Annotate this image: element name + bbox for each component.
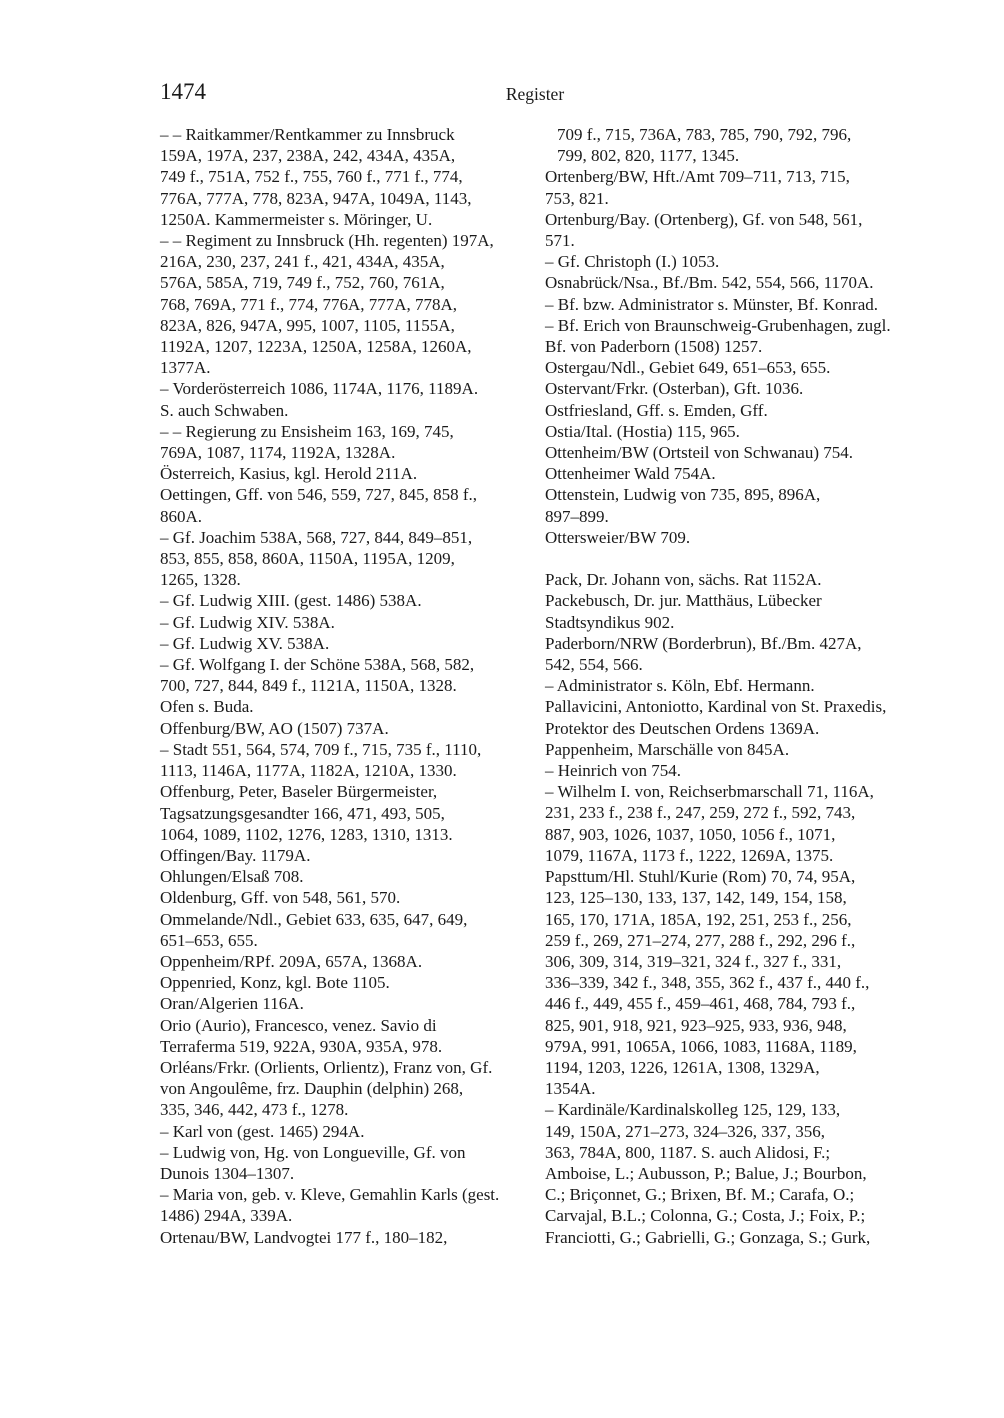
index-entry-line: – Maria von, geb. v. Kleve, Gemahlin Karls (gest. bbox=[160, 1185, 500, 1205]
index-entry-line: – Karl von (gest. 1465) 294A. bbox=[160, 1121, 365, 1141]
index-entry-line: 1265, 1328. bbox=[160, 570, 241, 590]
index-entry-line: – Bf. bzw. Administrator s. Münster, Bf. Konrad. bbox=[545, 294, 878, 314]
index-entry bbox=[545, 357, 915, 378]
index-entry-line: Pappenheim, Marschälle von 845A. bbox=[545, 739, 790, 759]
index-entry-line: S. auch Schwaben. bbox=[160, 400, 289, 420]
index-entry-line: 1079, 1167A, 1173 f., 1222, 1269A, 1375. bbox=[545, 845, 834, 865]
index-entry bbox=[160, 718, 528, 739]
index-entry-line: 769A, 1087, 1174, 1192A, 1328A. bbox=[160, 443, 396, 463]
index-entry-line: 897–899. bbox=[545, 506, 609, 526]
index-entry bbox=[545, 633, 915, 675]
index-entry-line: – Ludwig von, Hg. von Longueville, Gf. von bbox=[160, 1142, 466, 1162]
index-entry-line: Ostia/Ital. (Hostia) 115, 965. bbox=[545, 421, 740, 441]
index-entry bbox=[545, 421, 915, 442]
index-column-left bbox=[160, 124, 528, 1248]
index-entry-line: Ottenheimer Wald 754A. bbox=[545, 464, 716, 484]
index-entry bbox=[160, 993, 528, 1014]
index-entry-line: – Gf. Joachim 538A, 568, 727, 844, 849–851, bbox=[160, 527, 473, 547]
index-entry-line: Tagsatzungsgesandter 166, 471, 493, 505, bbox=[160, 803, 445, 823]
index-entry-line: 571. bbox=[545, 231, 575, 251]
index-entry-line: 1377A. bbox=[160, 358, 211, 378]
index-entry bbox=[545, 1099, 915, 1247]
index-entry-line: 306, 309, 314, 319–321, 324 f., 327 f., 331, bbox=[545, 951, 842, 971]
index-entry-line: Ofen s. Buda. bbox=[160, 697, 254, 717]
index-entry-line: Bf. von Paderborn (1508) 1257. bbox=[545, 337, 763, 357]
index-entry-line: – Administrator s. Köln, Ebf. Hermann. bbox=[545, 676, 815, 696]
index-entry-line: Offenburg/BW, AO (1507) 737A. bbox=[160, 718, 389, 738]
index-entry-line: Orio (Aurio), Francesco, venez. Savio di bbox=[160, 1015, 437, 1035]
index-entry-line: 216A, 230, 237, 241 f., 421, 434A, 435A, bbox=[160, 252, 445, 272]
index-entry-line: 1064, 1089, 1102, 1276, 1283, 1310, 1313. bbox=[160, 824, 453, 844]
index-entry-line: – Stadt 551, 564, 574, 709 f., 715, 735 f., 1110, bbox=[160, 739, 482, 759]
index-entry-line: Oppenried, Konz, kgl. Bote 1105. bbox=[160, 973, 390, 993]
index-entry-line: Ohlungen/Elsaß 708. bbox=[160, 867, 304, 887]
index-entry bbox=[160, 951, 528, 972]
index-entry-line: – Gf. Ludwig XIV. 538A. bbox=[160, 612, 335, 632]
index-entry-line: 446 f., 449, 455 f., 459–461, 468, 784, 793 f., bbox=[545, 994, 856, 1014]
index-entry-line: – Gf. Ludwig XV. 538A. bbox=[160, 633, 330, 653]
index-entry-line: Orléans/Frkr. (Orlients, Orlientz), Franz von, Gf. bbox=[160, 1057, 493, 1077]
index-entry-line: C.; Briçonnet, G.; Brixen, Bf. M.; Carafa, O.; bbox=[545, 1185, 855, 1205]
index-entry bbox=[160, 1121, 528, 1142]
index-entry bbox=[160, 590, 528, 611]
index-entry-line: 159A, 197A, 237, 238A, 242, 434A, 435A, bbox=[160, 146, 456, 166]
index-entry-line: 799, 802, 820, 1177, 1345. bbox=[557, 146, 740, 166]
index-entry-line: 1194, 1203, 1226, 1261A, 1308, 1329A, bbox=[545, 1057, 820, 1077]
index-entry-line: Ortenau/BW, Landvogtei 177 f., 180–182, bbox=[160, 1227, 448, 1247]
index-entry bbox=[545, 251, 915, 272]
index-entry bbox=[545, 527, 915, 548]
index-entry-line: Paderborn/NRW (Borderbrun), Bf./Bm. 427A, bbox=[545, 633, 862, 653]
index-entry bbox=[160, 484, 528, 526]
index-entry bbox=[545, 124, 915, 166]
index-entry bbox=[160, 866, 528, 887]
index-entry-line: – Heinrich von 754. bbox=[545, 761, 681, 781]
index-entry-line: Ostergau/Ndl., Gebiet 649, 651–653, 655. bbox=[545, 358, 831, 378]
index-entry-line: 1192A, 1207, 1223A, 1250A, 1258A, 1260A, bbox=[160, 337, 472, 357]
index-entry-line: Ottersweier/BW 709. bbox=[545, 527, 691, 547]
index-entry bbox=[160, 421, 528, 463]
index-entry-line: 887, 903, 1026, 1037, 1050, 1056 f., 1071, bbox=[545, 824, 836, 844]
page-number: 1474 bbox=[160, 79, 206, 104]
index-entry-line: 979A, 991, 1065A, 1066, 1083, 1168A, 1189, bbox=[545, 1036, 857, 1056]
index-entry bbox=[160, 654, 528, 696]
index-entry bbox=[545, 272, 915, 293]
index-entry-line: Stadtsyndikus 902. bbox=[545, 612, 675, 632]
index-entry bbox=[545, 760, 915, 781]
index-entry bbox=[545, 294, 915, 315]
index-entry-line: Oran/Algerien 116A. bbox=[160, 994, 304, 1014]
index-entry-line: 149, 150A, 271–273, 324–326, 337, 356, bbox=[545, 1121, 826, 1141]
index-entry bbox=[160, 1142, 528, 1184]
index-entry-line: Ortenberg/BW, Hft./Amt 709–711, 713, 715, bbox=[545, 167, 850, 187]
index-entry-line: 776A, 777A, 778, 823A, 947A, 1049A, 1143, bbox=[160, 188, 472, 208]
index-entry-line: 825, 901, 918, 921, 923–925, 933, 936, 948, bbox=[545, 1015, 847, 1035]
index-entry-line: Dunois 1304–1307. bbox=[160, 1163, 295, 1183]
index-entry bbox=[160, 972, 528, 993]
index-entry-line: Ortenburg/Bay. (Ortenberg), Gf. von 548, 561, bbox=[545, 209, 863, 229]
index-entry bbox=[160, 909, 528, 951]
index-entry bbox=[160, 230, 528, 378]
index-entry-line: Osnabrück/Nsa., Bf./Bm. 542, 554, 566, 1170A. bbox=[545, 273, 874, 293]
index-entry bbox=[160, 739, 528, 781]
index-entry-line: – Bf. Erich von Braunschweig-Grubenhagen, zugl. bbox=[545, 315, 891, 335]
index-entry bbox=[545, 696, 915, 738]
index-entry bbox=[545, 378, 915, 399]
index-entry bbox=[160, 378, 528, 420]
index-entry bbox=[545, 166, 915, 208]
index-entry-line: 700, 727, 844, 849 f., 1121A, 1150A, 1328. bbox=[160, 676, 457, 696]
index-entry bbox=[160, 124, 528, 230]
index-entry-line: – Gf. Ludwig XIII. (gest. 1486) 538A. bbox=[160, 591, 422, 611]
index-entry bbox=[545, 463, 915, 484]
index-entry bbox=[160, 845, 528, 866]
index-entry-line: 1354A. bbox=[545, 1079, 596, 1099]
index-entry-line: – – Regierung zu Ensisheim 163, 169, 745, bbox=[160, 421, 454, 441]
index-entry bbox=[545, 315, 915, 357]
index-entry-line: 335, 346, 442, 473 f., 1278. bbox=[160, 1100, 349, 1120]
index-entry-line: Terraferma 519, 922A, 930A, 935A, 978. bbox=[160, 1036, 443, 1056]
index-entry-line: Offingen/Bay. 1179A. bbox=[160, 845, 311, 865]
index-entry-line: – Gf. Wolfgang I. der Schöne 538A, 568, 582, bbox=[160, 655, 475, 675]
index-entry-line: Ostfriesland, Gff. s. Emden, Gff. bbox=[545, 400, 768, 420]
index-entry-line: Carvajal, B.L.; Colonna, G.; Costa, J.; Foix, P.; bbox=[545, 1206, 866, 1226]
index-entry bbox=[545, 209, 915, 251]
index-entry bbox=[545, 484, 915, 526]
index-entry bbox=[160, 1227, 528, 1248]
index-entry-line: 823A, 826, 947A, 995, 1007, 1105, 1155A, bbox=[160, 315, 455, 335]
index-entry-line: 165, 170, 171A, 185A, 192, 251, 253 f., 256, bbox=[545, 909, 852, 929]
index-entry bbox=[160, 463, 528, 484]
index-entry-line: Franciotti, G.; Gabrielli, G.; Gonzaga, S.; Gurk, bbox=[545, 1227, 871, 1247]
index-entry-line: 709 f., 715, 736A, 783, 785, 790, 792, 796, bbox=[557, 125, 852, 144]
index-entry-line: 1113, 1146A, 1177A, 1182A, 1210A, 1330. bbox=[160, 761, 457, 781]
index-entry-line: Pallavicini, Antoniotto, Kardinal von St. Praxedis, bbox=[545, 697, 887, 717]
index-entry-line: 853, 855, 858, 860A, 1150A, 1195A, 1209, bbox=[160, 549, 455, 569]
index-entry bbox=[545, 675, 915, 696]
index-entry bbox=[160, 1057, 528, 1121]
index-entry bbox=[545, 442, 915, 463]
index-entry-line: Packebusch, Dr. jur. Matthäus, Lübecker bbox=[545, 591, 822, 611]
section-gap bbox=[545, 548, 915, 569]
index-entry-line: 768, 769A, 771 f., 774, 776A, 777A, 778A, bbox=[160, 294, 458, 314]
index-entry bbox=[160, 1184, 528, 1226]
index-entry-line: Amboise, L.; Aubusson, P.; Balue, J.; Bourbon, bbox=[545, 1163, 867, 1183]
index-entry-line: von Angoulême, frz. Dauphin (delphin) 268, bbox=[160, 1079, 464, 1099]
index-entry-line: 363, 784A, 800, 1187. S. auch Alidosi, F.; bbox=[545, 1142, 831, 1162]
index-entry-line: 259 f., 269, 271–274, 277, 288 f., 292, 296 f., bbox=[545, 930, 856, 950]
index-entry bbox=[160, 1015, 528, 1057]
index-entry-line: – Gf. Christoph (I.) 1053. bbox=[545, 252, 720, 272]
index-column-right bbox=[545, 124, 915, 1248]
index-entry bbox=[545, 781, 915, 866]
index-entry-line: 336–339, 342 f., 348, 355, 362 f., 437 f., 440 f., bbox=[545, 973, 870, 993]
index-entry bbox=[545, 739, 915, 760]
index-entry bbox=[545, 866, 915, 1099]
index-entry bbox=[160, 633, 528, 654]
index-entry-line: 576A, 585A, 719, 749 f., 752, 760, 761A, bbox=[160, 273, 445, 293]
index-entry bbox=[160, 612, 528, 633]
index-entry-line: 1486) 294A, 339A. bbox=[160, 1206, 293, 1226]
index-entry-line: Ostervant/Frkr. (Osterban), Gft. 1036. bbox=[545, 379, 804, 399]
index-entry-line: – Kardinäle/Kardinalskolleg 125, 129, 133, bbox=[545, 1100, 841, 1120]
index-entry bbox=[160, 696, 528, 717]
index-entry bbox=[160, 527, 528, 591]
index-entry-line: Papsttum/Hl. Stuhl/Kurie (Rom) 70, 74, 95A, bbox=[545, 867, 856, 887]
index-entry-line: 749 f., 751A, 752 f., 755, 760 f., 771 f., 774, bbox=[160, 167, 463, 187]
index-entry-line: 1250A. Kammermeister s. Möringer, U. bbox=[160, 209, 433, 229]
index-entry-line: – – Raitkammer/Rentkammer zu Innsbruck bbox=[160, 125, 455, 144]
index-entry bbox=[545, 590, 915, 632]
index-entry-line: Oldenburg, Gff. von 548, 561, 570. bbox=[160, 888, 401, 908]
index-entry-line: Offenburg, Peter, Baseler Bürgermeister, bbox=[160, 782, 438, 802]
index-entry-line: – Wilhelm I. von, Reichserbmarschall 71, 116A, bbox=[545, 782, 874, 802]
index-entry-line: 123, 125–130, 133, 137, 142, 149, 154, 158, bbox=[545, 888, 847, 908]
index-entry-line: Protektor des Deutschen Ordens 1369A. bbox=[545, 718, 820, 738]
index-entry-line: 231, 233 f., 238 f., 247, 259, 272 f., 592, 743, bbox=[545, 803, 856, 823]
index-entry bbox=[160, 887, 528, 908]
index-entry-line: Oettingen, Gff. von 546, 559, 727, 845, 858 f., bbox=[160, 485, 477, 505]
running-title: Register bbox=[505, 84, 565, 104]
index-entry-line: – – Regiment zu Innsbruck (Hh. regenten) 197A, bbox=[160, 231, 494, 251]
index-entry-line: Österreich, Kasius, kgl. Herold 211A. bbox=[160, 464, 418, 484]
index-entry bbox=[545, 400, 915, 421]
index-entry-line: – Vorderösterreich 1086, 1174A, 1176, 1189A. bbox=[160, 379, 479, 399]
index-entry-line: 542, 554, 566. bbox=[545, 655, 643, 675]
index-entry-line: Ottenstein, Ludwig von 735, 895, 896A, bbox=[545, 485, 821, 505]
index-entry-line: Ommelande/Ndl., Gebiet 633, 635, 647, 649, bbox=[160, 909, 468, 929]
index-entry-line: Ottenheim/BW (Ortsteil von Schwanau) 754. bbox=[545, 443, 853, 463]
index-entry-line: 651–653, 655. bbox=[160, 930, 258, 950]
index-entry-line: 753, 821. bbox=[545, 188, 609, 208]
index-entry bbox=[160, 781, 528, 845]
index-entry-line: Oppenheim/RPf. 209A, 657A, 1368A. bbox=[160, 951, 423, 971]
index-entry bbox=[545, 569, 915, 590]
index-entry-line: 860A. bbox=[160, 506, 203, 526]
index-entry-line: Pack, Dr. Johann von, sächs. Rat 1152A. bbox=[545, 570, 822, 590]
